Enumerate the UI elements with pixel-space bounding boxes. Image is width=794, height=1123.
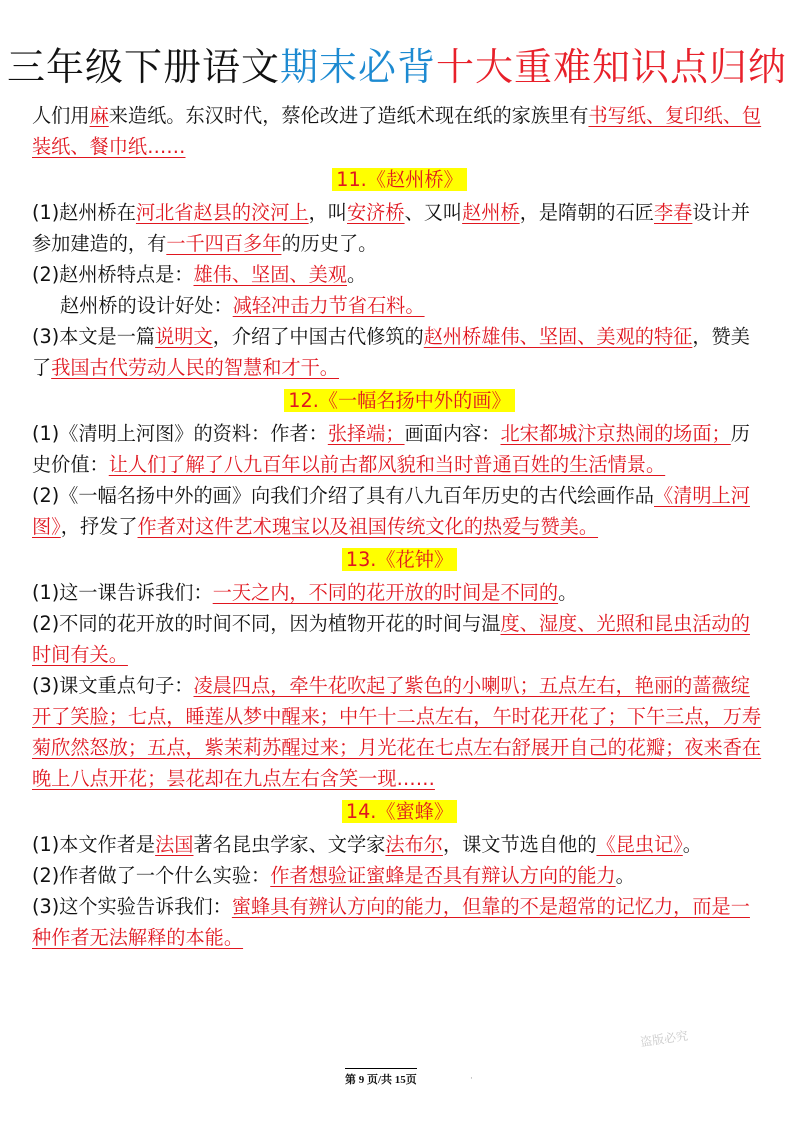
document-body <box>32 100 767 953</box>
text: 。 <box>558 581 578 604</box>
text: ，介绍了中国古代修筑的 <box>212 325 424 348</box>
answer: 赵州桥 <box>462 201 520 224</box>
answer: 一天之内，不同的花开放的时间是不同的 <box>212 581 559 604</box>
s12-item-2 <box>32 480 767 542</box>
text: 。 <box>682 833 702 856</box>
text: 。 <box>347 263 367 286</box>
answer: 度、湿度、光照和昆虫活动的时间有关。 <box>32 612 750 666</box>
section-heading-11 <box>32 164 767 195</box>
title-part-3: 十大重难知识点归纳 <box>436 45 788 89</box>
section-heading-text: 11.《赵州桥》 <box>332 168 466 191</box>
s14-item-1 <box>32 829 767 860</box>
s11-item-3 <box>32 321 767 383</box>
page-number: 第 9 页/共 15页 <box>345 1068 417 1087</box>
text: (1)赵州桥在 <box>32 201 136 224</box>
text: (1)这一课告诉我们： <box>32 581 213 604</box>
s12-item-1 <box>32 418 767 480</box>
text: ，叫 <box>308 201 347 224</box>
intro-text: 人们用 <box>32 104 90 127</box>
text: 历史价值： <box>32 422 750 476</box>
text: (3)这个实验告诉我们： <box>32 895 232 918</box>
answer: 《昆虫记》 <box>596 833 683 856</box>
intro-paragraph <box>32 100 767 162</box>
text: 画面内容： <box>404 422 501 445</box>
s14-item-3 <box>32 891 767 953</box>
s13-item-1 <box>32 577 767 608</box>
answer: 雄伟、坚固、美观 <box>193 263 347 286</box>
answer: 法国 <box>155 833 194 856</box>
answer: 作者想验证蜜蜂是否具有辩认方向的能力 <box>270 864 616 887</box>
text: ，赞美了 <box>32 325 750 379</box>
answer: 安济桥 <box>347 201 405 224</box>
answer: 一千四百多年 <box>166 232 282 255</box>
page-title <box>0 36 794 91</box>
text: (2)作者做了一个什么实验： <box>32 864 271 887</box>
s13-item-2 <box>32 608 767 670</box>
answer: 北宋都城汴京热闹的场面； <box>500 422 731 445</box>
s11-item-1 <box>32 197 767 259</box>
text: 赵州桥的设计好处： <box>60 294 233 317</box>
section-heading-text: 12.《一幅名扬中外的画》 <box>284 389 514 412</box>
section-heading-14 <box>32 796 767 827</box>
answer: 凌晨四点，牵牛花吹起了紫色的小喇叭；五点左右，艳丽的蔷薇绽开了笑脸；七点，睡莲从梦中醒来；中午十二点左右，午时花开花了；下午三点，万寿菊欣然怒放；五点，紫茉莉苏醒过来；月光花在七点左右舒展开自己的花瓣；夜来香在晚上八点开花；昙花却在九点左右含笑一现…… <box>32 674 762 790</box>
intro-answer: 书写纸、复印纸、包装纸、餐巾纸…… <box>32 104 762 158</box>
text: (1)本文作者是 <box>32 833 156 856</box>
text: (1)《清明上河图》的资料：作者： <box>32 422 328 445</box>
text: (3)课文重点句子： <box>32 674 194 697</box>
text: ，课文节选自他的 <box>442 833 597 856</box>
text: (2)《一幅名扬中外的画》向我们介绍了具有八九百年历史的古代绘画作品 <box>32 484 654 507</box>
watermark: 盗版必究 <box>639 1028 689 1050</box>
intro-answer: 麻 <box>89 104 109 127</box>
intro-text: 来造纸。东汉时代，蔡伦改进了造纸术现在纸的家族里有 <box>108 104 589 127</box>
text: ，抒发了 <box>60 515 138 538</box>
answer: 李春 <box>654 201 693 224</box>
answer: 作者对这件艺术瑰宝以及祖国传统文化的热爱与赞美。 <box>137 515 599 538</box>
text: (2)不同的花开放的时间不同，因为植物开花的时间与温 <box>32 612 501 635</box>
text: 的历史了。 <box>281 232 378 255</box>
answer: 河北省赵县的洨河上 <box>135 201 309 224</box>
s14-item-2 <box>32 860 767 891</box>
section-heading-12 <box>32 385 767 416</box>
answer: 让人们了解了八九百年以前古都风貌和当时普通百姓的生活情景。 <box>108 453 666 476</box>
s11-item-2 <box>32 259 767 290</box>
answer: 张择端； <box>327 422 405 445</box>
answer: 说明文 <box>155 325 213 348</box>
title-part-1: 三年级下册语文 <box>6 45 280 89</box>
text: ，是隋朝的石匠 <box>519 201 654 224</box>
text: (2)赵州桥特点是： <box>32 263 194 286</box>
answer: 我国古代劳动人民的智慧和才干。 <box>51 356 339 379</box>
text: 。 <box>615 864 635 887</box>
s11-item-2b <box>32 290 767 321</box>
footer-mark: · <box>470 1074 473 1084</box>
text: (3)本文是一篇 <box>32 325 156 348</box>
answer: 赵州桥雄伟、坚固、美观的特征 <box>423 325 693 348</box>
text: 著名昆虫学家、文学家 <box>193 833 386 856</box>
section-heading-text: 14.《蜜蜂》 <box>342 800 457 823</box>
answer: 法布尔 <box>385 833 443 856</box>
text: 设计并参加建造的，有 <box>32 201 750 255</box>
text: 、又叫 <box>404 201 463 224</box>
section-heading-text: 13.《花钟》 <box>342 548 457 571</box>
answer: 蜜蜂具有辨认方向的能力，但靠的不是超常的记忆力，而是一种作者无法解释的本能。 <box>32 895 750 949</box>
section-heading-13 <box>32 544 767 575</box>
answer: 减轻冲击力节省石料。 <box>232 294 425 317</box>
s13-item-3 <box>32 670 767 794</box>
title-part-2: 期末必背 <box>279 45 436 89</box>
answer: 《清明上河图》 <box>32 484 750 538</box>
